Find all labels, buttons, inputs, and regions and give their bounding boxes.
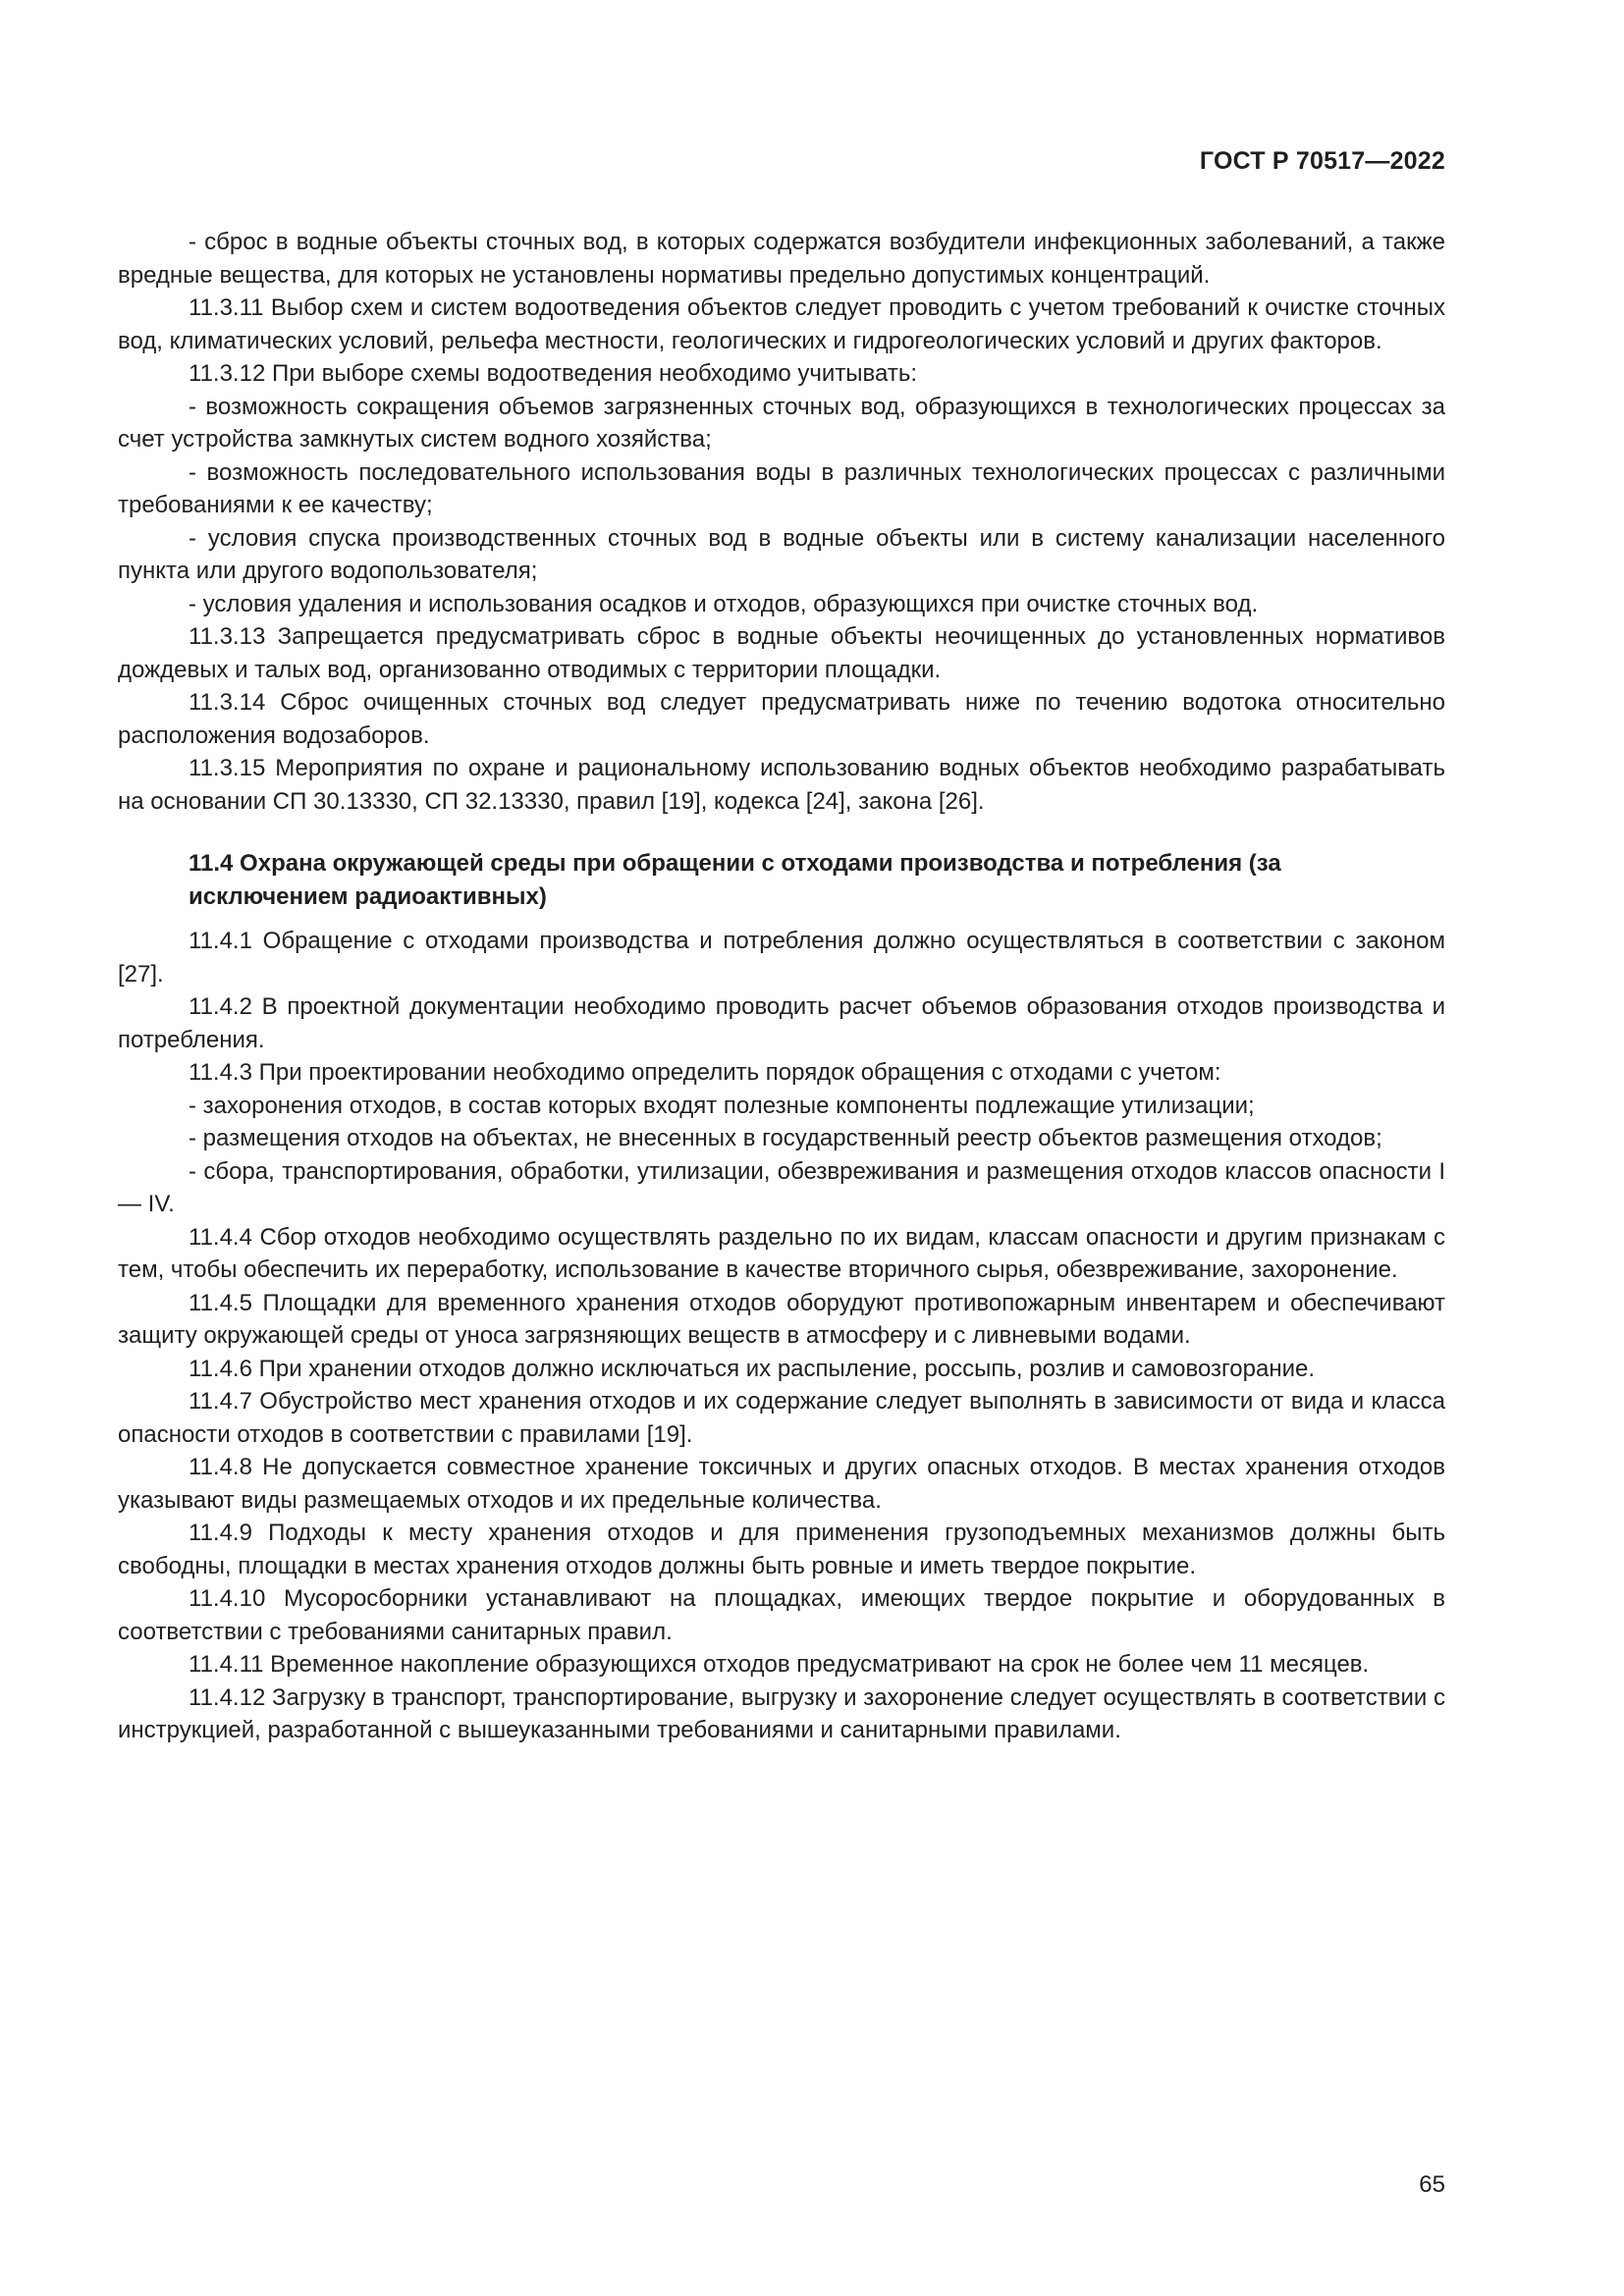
paragraph: - захоронения отходов, в состав которых входят полезные компоненты подлежащие утилизации; xyxy=(189,1092,1255,1119)
page-number: 65 xyxy=(1419,2171,1445,2198)
paragraph: 11.3.14 Сброс очищенных сточных вод следует предусматривать ниже по течению водотока относительно расположения водозаборов. xyxy=(118,689,1445,749)
paragraph: - условия удаления и использования осадков и отходов, образующихся при очистке сточных вод. xyxy=(189,590,1259,617)
paragraph: 11.4.3 При проектировании необходимо определить порядок обращения с отходами с учетом: xyxy=(189,1059,1221,1086)
paragraph: 11.3.15 Мероприятия по охране и рациональному использованию водных объектов необходимо разрабатывать на основании СП 30.13330, СП 32.13330, правил [19], кодекса [24], закона [26]. xyxy=(118,755,1445,815)
paragraph: 11.3.11 Выбор схем и систем водоотведения объектов следует проводить с учетом требований к очистке сточных вод, климатических условий, рельефа местности, геологических и гидрогеологических условий и других факторов. xyxy=(118,294,1445,354)
paragraph: - размещения отходов на объектах, не внесенных в государственный реестр объектов размещения отходов; xyxy=(189,1125,1382,1151)
document-code-header: ГОСТ Р 70517—2022 xyxy=(1199,147,1445,175)
document-body xyxy=(118,226,1445,1747)
paragraph: 11.4.7 Обустройство мест хранения отходов и их содержание следует выполнять в зависимости от вида и класса опасности отходов в соответствии с правилами [19]. xyxy=(118,1388,1445,1448)
paragraph: - возможность сокращения объемов загрязненных сточных вод, образующихся в технологических процессах за счет устройства замкнутых систем водного хозяйства; xyxy=(118,393,1445,453)
paragraphs-section-11-4 xyxy=(118,925,1445,1747)
paragraph: 11.3.12 При выборе схемы водоотведения необходимо учитывать: xyxy=(189,360,918,387)
paragraph: 11.4.5 Площадки для временного хранения отходов оборудуют противопожарным инвентарем и обеспечивают защиту окружающей среды от уноса загрязняющих веществ в атмосферу и с ливневыми водами. xyxy=(118,1289,1445,1349)
paragraph: - условия спуска производственных сточных вод в водные объекты или в систему канализации населенного пункта или другого водопользователя; xyxy=(118,524,1445,584)
paragraph: 11.4.6 При хранении отходов должно исключаться их распыление, россыпь, розлив и самовозгорание. xyxy=(189,1355,1315,1382)
paragraph: 11.4.1 Обращение с отходами производства и потребления должно осуществляться в соответствии с законом [27]. xyxy=(118,928,1445,988)
paragraph: 11.4.12 Загрузку в транспорт, транспортирование, выгрузку и захоронение следует осуществлять в соответствии с инструкцией, разработанной с вышеуказанными требованиями и санитарными правилами. xyxy=(118,1683,1445,1743)
paragraph: 11.4.11 Временное накопление образующихся отходов предусматривают на срок не более чем 11 месяцев. xyxy=(189,1651,1370,1678)
paragraph: - сбора, транспортирования, обработки, утилизации, обезвреживания и размещения отходов классов опасности I — IV. xyxy=(118,1157,1445,1217)
paragraph: 11.4.10 Мусоросборники устанавливают на площадках, имеющих твердое покрытие и оборудованных в соответствии с требованиями санитарных правил. xyxy=(118,1585,1445,1645)
paragraph: - возможность последовательного использования воды в различных технологических процессах с различными требованиями к ее качеству; xyxy=(118,458,1445,518)
paragraph: 11.4.9 Подходы к месту хранения отходов и для применения грузоподъемных механизмов должны быть свободны, площадки в местах хранения отходов должны быть ровные и иметь твердое покрытие. xyxy=(118,1520,1445,1579)
paragraph: 11.4.4 Сбор отходов необходимо осуществлять раздельно по их видам, классам опасности и другим признакам с тем, чтобы обеспечить их переработку, использование в качестве вторичного сырья, обезвреживание, захоронение. xyxy=(118,1223,1445,1283)
section-heading: 11.4 Охрана окружающей среды при обращении с отходами производства и потребления (за исключением радиоактивных) xyxy=(189,850,1281,910)
paragraphs-section-11-3 xyxy=(118,226,1445,818)
paragraph: 11.3.13 Запрещается предусматривать сброс в водные объекты неочищенных до установленных нормативов дождевых и талых вод, организованно отводимых с территории площадки. xyxy=(118,623,1445,683)
paragraph: - сброс в водные объекты сточных вод, в которых содержатся возбудители инфекционных заболеваний, а также вредные вещества, для которых не установлены нормативы предельно допустимых концентраций. xyxy=(118,229,1445,289)
paragraph: 11.4.2 В проектной документации необходимо проводить расчет объемов образования отходов производства и потребления. xyxy=(118,993,1445,1053)
paragraph: 11.4.8 Не допускается совместное хранение токсичных и других опасных отходов. В местах хранения отходов указывают виды размещаемых отходов и их предельные количества. xyxy=(118,1454,1445,1514)
